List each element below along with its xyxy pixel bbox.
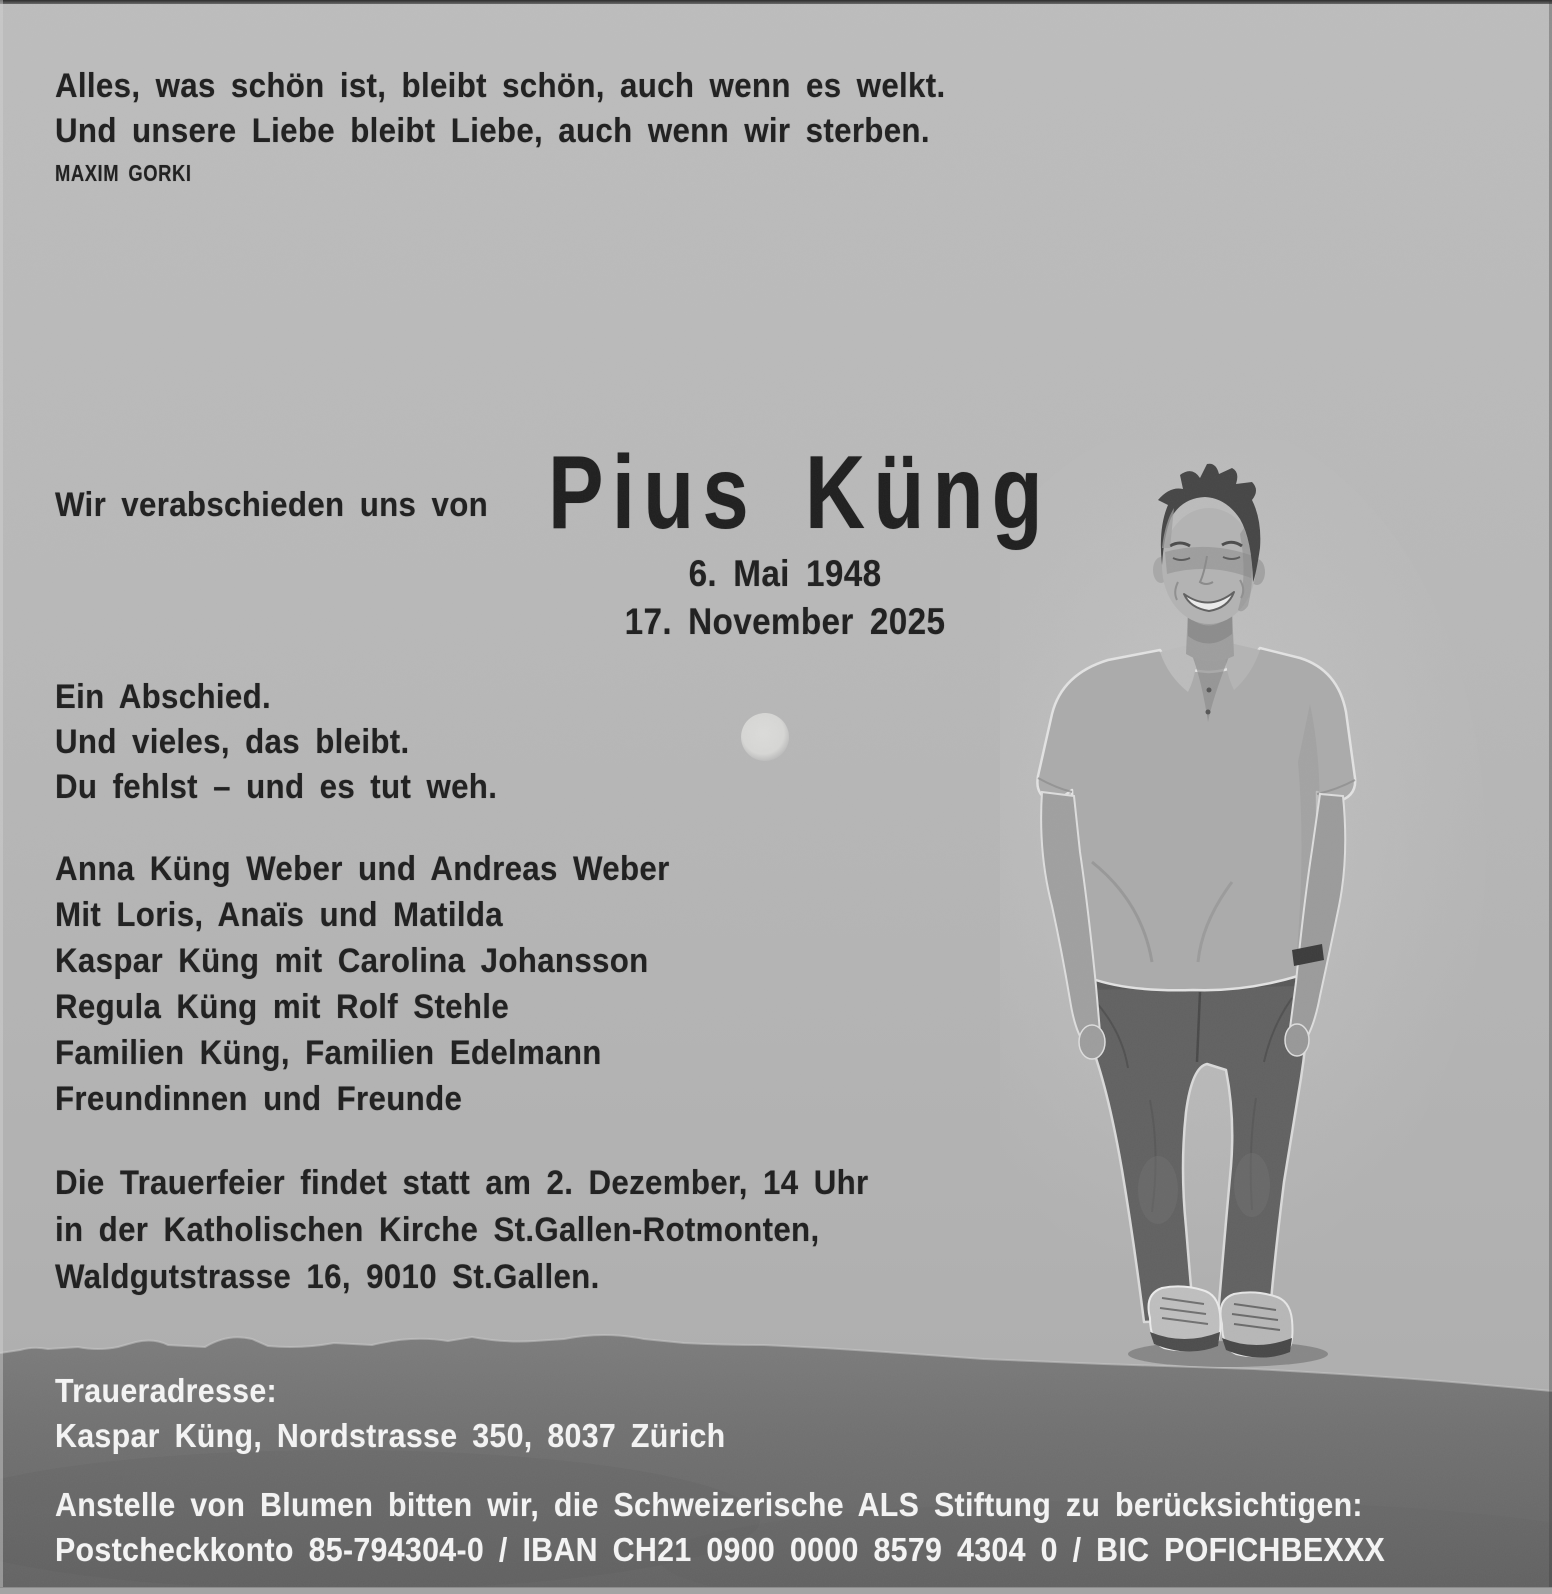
quote-attribution: MAXIM GORKI bbox=[55, 160, 192, 186]
quote-line: Alles, was schön ist, bleibt schön, auch wenn es welkt. bbox=[55, 67, 946, 105]
farewell-intro: Wir verabschieden uns von bbox=[55, 486, 489, 524]
opening-quote bbox=[55, 64, 945, 154]
mourner-line: Mit Loris, Anaïs und Matilda bbox=[55, 896, 503, 934]
deceased-photo-man bbox=[1000, 440, 1552, 1400]
mourner-line: Freundinnen und Freunde bbox=[55, 1080, 463, 1118]
moon-photo bbox=[741, 713, 789, 761]
donation-note: Anstelle von Blumen bitten wir, die Schweizerische ALS Stiftung zu berücksichtigen: bbox=[55, 1486, 1363, 1523]
deceased-name: Pius Küng bbox=[548, 435, 1051, 551]
mourner-line: Familien Küng, Familien Edelmann bbox=[55, 1034, 602, 1072]
life-dates bbox=[560, 550, 1010, 646]
service-line: Waldgutstrasse 16, 9010 St.Gallen. bbox=[55, 1258, 600, 1296]
right-hand bbox=[1285, 1024, 1309, 1056]
funeral-service-info bbox=[55, 1160, 869, 1301]
service-line: in der Katholischen Kirche St.Gallen-Rotmonten, bbox=[55, 1211, 820, 1249]
shirt-button bbox=[1206, 710, 1211, 715]
mourner-line: Anna Küng Weber und Andreas Weber bbox=[55, 850, 670, 888]
mourner-line: Regula Küng mit Rolf Stehle bbox=[55, 988, 510, 1026]
shirt-button bbox=[1207, 688, 1212, 693]
verse-line: Du fehlst – und es tut weh. bbox=[55, 768, 498, 806]
farewell-verse bbox=[55, 675, 497, 810]
mourner-line: Kaspar Küng mit Carolina Johansson bbox=[55, 942, 649, 980]
mourning-address: Kaspar Küng, Nordstrasse 350, 8037 Zürich bbox=[55, 1417, 726, 1454]
mourners-list bbox=[55, 846, 670, 1122]
left-hand bbox=[1079, 1025, 1105, 1059]
mourning-address-label: Traueradresse: bbox=[55, 1372, 277, 1409]
birth-date: 6. Mai 1948 bbox=[688, 553, 882, 594]
verse-line: Ein Abschied. bbox=[55, 678, 271, 716]
death-date: 17. November 2025 bbox=[624, 601, 946, 642]
quote-line: Und unsere Liebe bleibt Liebe, auch wenn wir sterben. bbox=[55, 112, 930, 150]
scan-edge-top bbox=[0, 0, 1552, 4]
donation-account: Postcheckkonto 85-794304-0 / IBAN CH21 0900 0000 8579 4304 0 / BIC POFICHBEXXX bbox=[55, 1531, 1386, 1568]
service-line: Die Trauerfeier findet statt am 2. Dezember, 14 Uhr bbox=[55, 1164, 869, 1202]
verse-line: Und vieles, das bleibt. bbox=[55, 723, 410, 761]
